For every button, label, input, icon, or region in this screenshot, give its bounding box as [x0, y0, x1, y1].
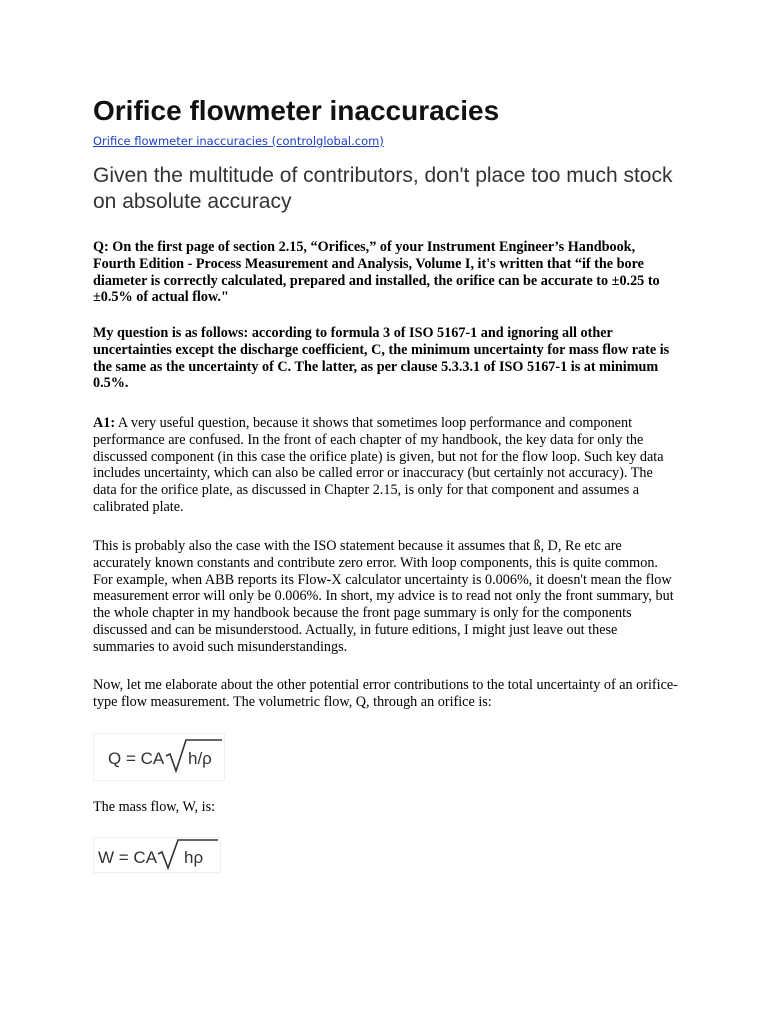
article-subtitle: Given the multitude of contributors, don't place too much stock on absolute accuracy — [93, 164, 673, 213]
answer-label: A1: — [93, 415, 116, 431]
source-link[interactable]: Orifice flowmeter inaccuracies (controlglobal.com) — [93, 134, 384, 148]
formula-q-radicand: h/ρ — [188, 749, 212, 768]
page-title: Orifice flowmeter inaccuracies — [93, 95, 500, 126]
answer-text-1: A very useful question, because it shows that sometimes loop performance and component performance are confused. In the front of each chapter of my handbook, the key data for only the discussed component (in this case the orifice plate) is given, but not for the flow loop. Such key data includes uncertainty, which can also be called error or inaccuracy (but certainly not accuracy). The data for the orifice plate, as discussed in Chapter 2.15, is only for that component and assumes a calibrated plate. — [93, 415, 664, 515]
answer-paragraph-2: This is probably also the case with the ISO statement because it assumes that ß, D, Re etc are accurately known constants and contribute zero error. With loop components, this is quite common. For example, when ABB reports its Flow-X calculator uncertainty is 0.006%, it doesn't mean the flow measurement error will only be 0.006%. In short, my advice is to read not only the front summary, but the whole chapter in my handbook because the front page summary is only for the components discussed and can be misunderstood. Actually, in future editions, I might just leave out these summaries to avoid such misunderstandings. — [93, 538, 674, 655]
question-paragraph-1: Q: On the first page of section 2.15, “Orifices,” of your Instrument Engineer’s Handbook, Fourth Edition - Process Measurement and Analysis, Volume I, it's written that “if the bore diameter is correctly calculated, prepared and installed, the orifice can be accurate to ±0.25 to ±0.5% of actual flow." — [93, 239, 660, 306]
question-paragraph-2: My question is as follows: according to formula 3 of ISO 5167-1 and ignoring all other uncertainties except the discharge coefficient, C, the minimum uncertainty for mass flow rate is the same as the uncertainty of C. The latter, as per clause 5.3.3.1 of ISO 5167-1 is at minimum 0.5%. — [93, 325, 670, 392]
formula-q-lhs: Q = CA — [108, 749, 165, 768]
mass-flow-formula — [93, 837, 221, 873]
volumetric-flow-formula — [93, 733, 225, 781]
mass-flow-intro: The mass flow, W, is: — [93, 799, 216, 815]
formula-w-radicand: hρ — [184, 848, 204, 867]
answer-paragraph-1 — [93, 415, 678, 516]
formula-w-lhs: W = CA — [98, 848, 158, 867]
answer-paragraph-3: Now, let me elaborate about the other potential error contributions to the total uncertainty of an orifice-type flow measurement. The volumetric flow, Q, through an orifice is: — [93, 677, 678, 710]
